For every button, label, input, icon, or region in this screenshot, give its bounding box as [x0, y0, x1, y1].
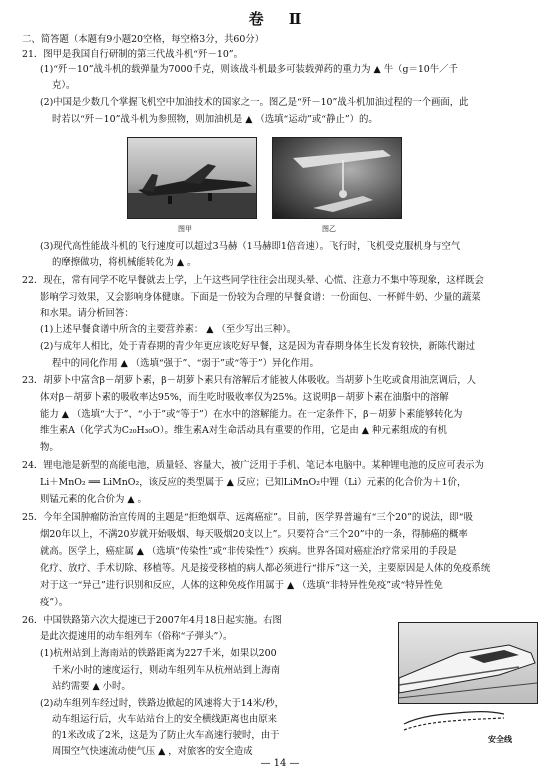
page-number: — 14 —: [260, 758, 300, 769]
text-line: 对于这一“异己”进行识别和反应，人体的这种免疫作用属于 ▲ （选填“非特异性免疫”或“特异性免: [40, 580, 443, 591]
safety-line-label: 安全线: [488, 734, 512, 744]
text-line: 就高。医学上，癌症属 ▲ （选填“传染性”或“非传染性”）疾病。世界各国对癌症治疗常采用的手段是: [40, 546, 457, 557]
text-line: (2)与成年人相比，处于青春期的青少年更应该吃好早餐，这是因为青春期身体生长发育较快，新陈代谢过: [40, 341, 476, 352]
text-line: 则锰元素的化合价为 ▲ 。: [40, 494, 147, 505]
text-line: (2)动车组列车经过时，铁路边掀起的风速将大于14米/秒，: [40, 698, 284, 709]
text-line: (3)现代高性能战斗机的飞行速度可以超过3马赫（1马赫即1倍音速）。飞行时，飞机受克服机身与空气: [40, 241, 461, 252]
figure-jia-fighter-photo: [127, 137, 257, 219]
text-line: 周围空气快速流动使气压 ▲ ，对旅客的安全造成: [52, 746, 253, 757]
text-line: 烟20年以上，不满20岁就开始吸烟、每天吸烟20支以上”。只要符合“三个20”中的一条，得肺癌的概率: [40, 529, 468, 540]
text-line: 能力 ▲ （选填“大于”、“小于”或“等于”）在水中的溶解能力。在一定条件下，β－胡萝卜素能够转化为: [40, 409, 463, 420]
text-line: 是此次提速用的动车组列车（俗称“子弹头”）。: [40, 631, 233, 642]
text-line: Li＋MnO₂ ══ LiMnO₂，该反应的类型属于 ▲ 反应；已知LiMnO₂中锂（Li）元素的化合价为＋1价，: [40, 477, 467, 488]
text-line: 时若以“歼－10”战斗机为参照物，则加油机是 ▲ （选填“运动”或“静止”）的。: [52, 114, 378, 125]
safety-line-sketch: [400, 706, 508, 736]
text-line: 体对β－胡萝卜素的吸收率达95%，而生吃时吸收率仅为25%。这说明β－胡萝卜素在油脂中的溶解: [40, 392, 449, 403]
text-line: (1)杭州站到上海南站的铁路距离为227千米，如果以200: [40, 648, 277, 659]
text-line: 22．现在，常有同学不吃早餐就去上学，上午这些同学往往会出现头晕、心慌、注意力不集中等现象，这样既会: [22, 275, 484, 286]
text-line: (1)上述早餐食谱中所含的主要营养素： ▲ （至少写出三种）。: [40, 324, 297, 335]
text-line: 25．今年全国肿瘤防治宣传周的主题是“拒绝烟草、远离癌症”。目前，医学界普遍有“三个20”的说法，即“吸: [22, 512, 473, 523]
page-title: 卷 Ⅱ: [248, 10, 312, 28]
section-heading: 二、简答题（本题有9小题20空格，每空格3分，共60分）: [22, 34, 265, 45]
text-line: 的1米改成了2米，这是为了防止火车高速行驶时，由于: [52, 730, 280, 741]
text-line: 21．图甲是我国自行研制的第三代战斗机“歼－10”。: [22, 49, 243, 60]
figure-yi-refueling-photo: [272, 137, 402, 219]
figure-yi-caption: 图乙: [322, 225, 336, 233]
text-line: 物。: [40, 442, 59, 453]
text-line: 程中的同化作用 ▲ （选填“强于”、“弱于”或“等于”）异化作用。: [52, 358, 319, 369]
refueling-aircraft-icon: [273, 138, 401, 218]
fighter-jet-icon: [128, 138, 256, 218]
text-line: 和水果。请分析回答：: [40, 308, 134, 319]
text-line: 化疗、放疗、手术切除、移植等。凡是接受移植的病人都必须进行“排斥”这一关，主要原因是人体的免疫系统: [40, 563, 491, 574]
text-line: 动车组运行后，火车站站台上的安全横线距离也由原来: [52, 714, 278, 725]
figure-bullet-train-photo: [398, 622, 538, 704]
text-line: 维生素A（化学式为C₂₀H₃₀O）。维生素A对生命活动具有重要的作用，它是由 ▲ 种元素组成的有机: [40, 425, 447, 436]
text-line: 的摩擦做功，将机械能转化为 ▲ 。: [52, 257, 197, 268]
text-line: 23．胡萝卜中富含β－胡萝卜素，β－胡萝卜素只有溶解后才能被人体吸收。当胡萝卜生吃或食用油烹调后，人: [22, 375, 477, 386]
text-line: 24．锂电池是新型的高能电池，质量轻、容量大，被广泛用于手机、笔记本电脑中。某种锂电池的反应可表示为: [22, 460, 484, 471]
text-line: 千米/小时的速度运行，则动车组列车从杭州站到上海南: [52, 665, 281, 676]
text-line: 影响学习效果，又会影响身体健康。下面是一份较为合理的早餐食谱：一份面包、一杯鲜牛奶、少量的蔬菜: [40, 292, 481, 303]
text-line: (2)中国是少数几个掌握飞机空中加油技术的国家之一。图乙是“歼－10”战斗机加油过程的一个画面，此: [40, 97, 469, 108]
safety-line-icon: [400, 706, 508, 736]
text-line: (1)“歼－10”战斗机的载弹量为7000千克，则该战斗机最多可装载弹药的重力为 ▲ 牛（g＝10牛／千: [40, 64, 458, 75]
bullet-train-icon: [399, 623, 537, 703]
text-line: 26．中国铁路第六次大提速已于2007年4月18日起实施。右图: [22, 615, 282, 626]
text-line: 克）。: [52, 80, 76, 91]
text-line: 疫”）。: [40, 597, 69, 608]
figure-jia-caption: 图甲: [178, 225, 192, 233]
text-line: 站约需要 ▲ 小时。: [52, 681, 131, 692]
